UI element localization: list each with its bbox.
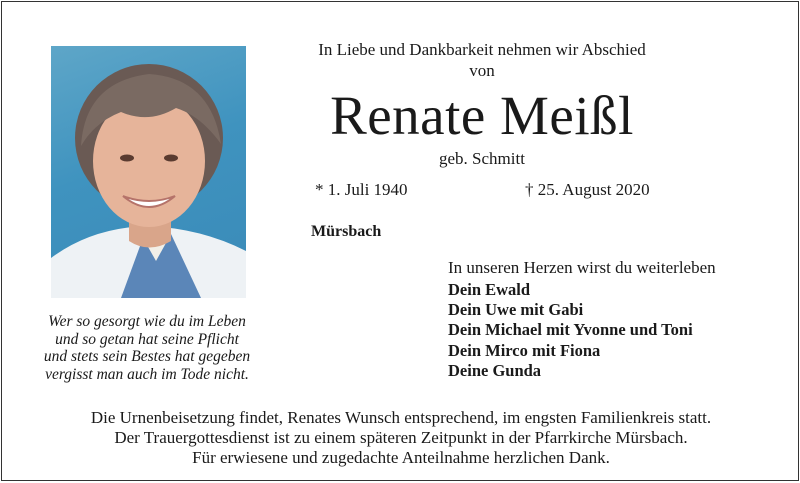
mourner-entry: Dein Ewald [448, 280, 531, 299]
death-date: † 25. August 2020 [525, 180, 650, 199]
intro-text [292, 39, 672, 81]
footer-notice [2, 408, 800, 468]
place-name: Mürsbach [311, 223, 382, 240]
mourner-entry: Dein Uwe mit Gabi [448, 300, 584, 320]
mourners-list [448, 280, 693, 381]
poem-line: vergisst man auch im Tode nicht. [45, 365, 249, 383]
maiden-name: geb. Schmitt [439, 149, 525, 168]
footer-line: Die Urnenbeisetzung findet, Renates Wunsch entsprechend, im engsten Familienkreis statt. [90, 408, 712, 427]
obituary-notice [1, 1, 799, 481]
poem-line: und stets sein Bestes hat gegeben [43, 348, 251, 365]
footer-line: Für erwiesene und zugedachte Anteilnahme herzlichen Dank. [192, 448, 610, 467]
portrait-illustration [51, 46, 246, 298]
portrait-photo [51, 46, 246, 298]
intro-line-1: In Liebe und Dankbarkeit nehmen wir Abschied [318, 40, 646, 59]
memorial-poem [22, 313, 272, 383]
birth-date: * 1. Juli 1940 [315, 180, 408, 199]
poem-line: Wer so gesorgt wie du im Leben [48, 313, 246, 330]
mourner-entry: Deine Gunda [448, 360, 542, 380]
mourner-entry: Dein Mirco mit Fiona [448, 340, 601, 360]
poem-line: und so getan hat seine Pflicht [55, 330, 239, 348]
motto: In unseren Herzen wirst du weiterleben [448, 258, 716, 277]
deceased-name: Renate Meißl [330, 85, 634, 146]
footer-line: Der Trauergottesdienst ist zu einem späteren Zeitpunkt in der Pfarrkirche Mürsbach. [114, 428, 688, 447]
intro-line-2: von [469, 61, 495, 80]
mourner-entry: Dein Michael mit Yvonne und Toni [448, 320, 693, 340]
